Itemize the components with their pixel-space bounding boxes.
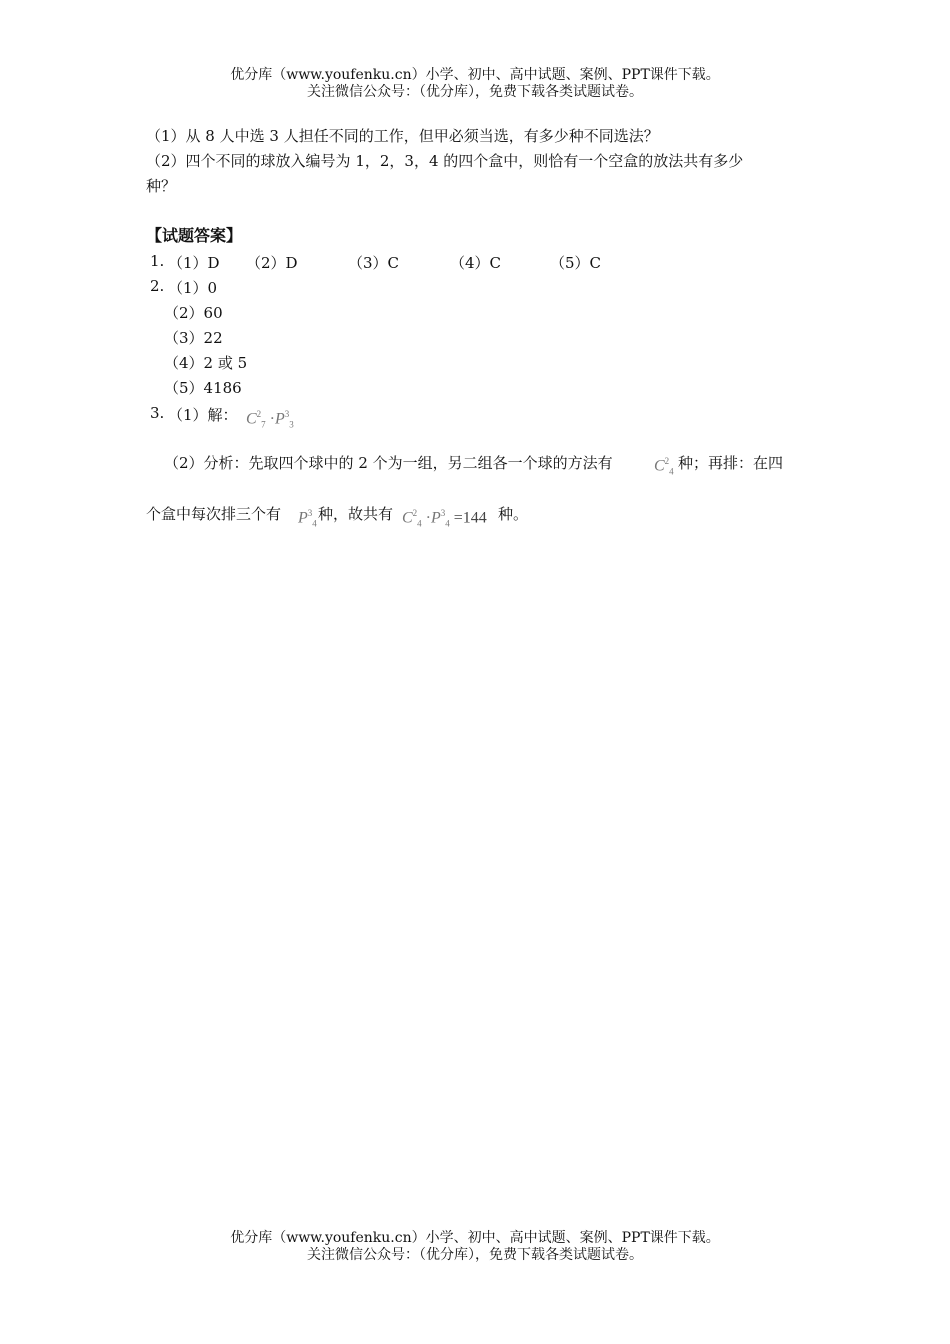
footer-line-1: 优分库（www.youfenku.cn）小学、初中、高中试题、案例、PPT课件下载。 bbox=[230, 1230, 720, 1246]
c72-superscript: 2 bbox=[256, 409, 262, 419]
page-header bbox=[0, 67, 950, 101]
answer-3-2-text-d: 种，故共有 bbox=[318, 505, 394, 523]
c42-subscript: 4 bbox=[417, 518, 422, 529]
header-line-2: 关注微信公众号：（优分库），免费下载各类试题试卷。 bbox=[307, 84, 643, 100]
formula-c42 bbox=[654, 456, 674, 477]
answer-1-1: （1）D bbox=[168, 254, 220, 272]
header-line-1: 优分库（www.youfenku.cn）小学、初中、高中试题、案例、PPT课件下载。 bbox=[230, 67, 720, 83]
permutation-symbol: P bbox=[298, 509, 308, 527]
question-1: （1）从 8 人中选 3 人担任不同的工作，但甲必须当选，有多少种不同选法？ bbox=[146, 127, 659, 145]
question-2-continued: 种？ bbox=[146, 177, 177, 195]
c42-superscript: 2 bbox=[412, 508, 418, 518]
multiply-dot: · bbox=[269, 410, 275, 428]
combination-symbol: C bbox=[654, 457, 665, 475]
question-2: （2）四个不同的球放入编号为 1，2，3，4 的四个盒中，则恰有一个空盒的放法共有多少 bbox=[146, 152, 744, 170]
answer-1-4: （4）C bbox=[450, 254, 502, 272]
p43-subscript: 4 bbox=[312, 518, 317, 529]
formula-p43 bbox=[298, 508, 317, 529]
p43-superscript: 3 bbox=[440, 508, 446, 518]
combination-symbol: C bbox=[246, 410, 257, 428]
footer-line-2: 关注微信公众号：（优分库），免费下载各类试题试卷。 bbox=[307, 1247, 643, 1263]
page-footer bbox=[0, 1230, 950, 1264]
p33-superscript: 3 bbox=[284, 409, 290, 419]
answer-3-2-text-b: 种；再排：在四 bbox=[678, 454, 784, 472]
answer-3-2-text-e: 种。 bbox=[498, 505, 529, 523]
answer-1-3: （3）C bbox=[348, 254, 400, 272]
answer-2-4: （4）2 或 5 bbox=[164, 354, 248, 372]
answer-1-5: （5）C bbox=[550, 254, 602, 272]
section-2-number: 2. bbox=[150, 277, 165, 295]
answer-2-3: （3）22 bbox=[164, 329, 223, 347]
answers-heading: 【试题答案】 bbox=[146, 226, 243, 245]
formula-c72-p33 bbox=[246, 409, 294, 430]
answer-3-2-text-a: （2）分析：先取四个球中的 2 个为一组，另二组各一个球的方法有 bbox=[164, 454, 613, 472]
answer-1-2: （2）D bbox=[246, 254, 298, 272]
multiply-dot: · bbox=[425, 509, 431, 527]
c72-subscript: 7 bbox=[261, 419, 266, 430]
permutation-symbol: P bbox=[431, 509, 441, 527]
answer-2-2: （2）60 bbox=[164, 304, 223, 322]
p33-subscript: 3 bbox=[289, 419, 294, 430]
p43-superscript: 3 bbox=[307, 508, 313, 518]
answer-3-1-label: （1）解： bbox=[168, 406, 238, 424]
c42-subscript: 4 bbox=[669, 466, 674, 477]
section-3-number: 3. bbox=[150, 404, 165, 422]
formula-c42-p43-total bbox=[402, 508, 487, 529]
c42-superscript: 2 bbox=[664, 456, 670, 466]
result-value: =144 bbox=[453, 509, 487, 527]
section-1-number: 1. bbox=[150, 252, 165, 270]
p43-subscript: 4 bbox=[445, 518, 450, 529]
permutation-symbol: P bbox=[275, 410, 285, 428]
answer-2-1: （1）0 bbox=[168, 279, 218, 297]
combination-symbol: C bbox=[402, 509, 413, 527]
answer-3-2-text-c: 个盒中每次排三个有 bbox=[146, 505, 282, 523]
answer-2-5: （5）4186 bbox=[164, 379, 242, 397]
